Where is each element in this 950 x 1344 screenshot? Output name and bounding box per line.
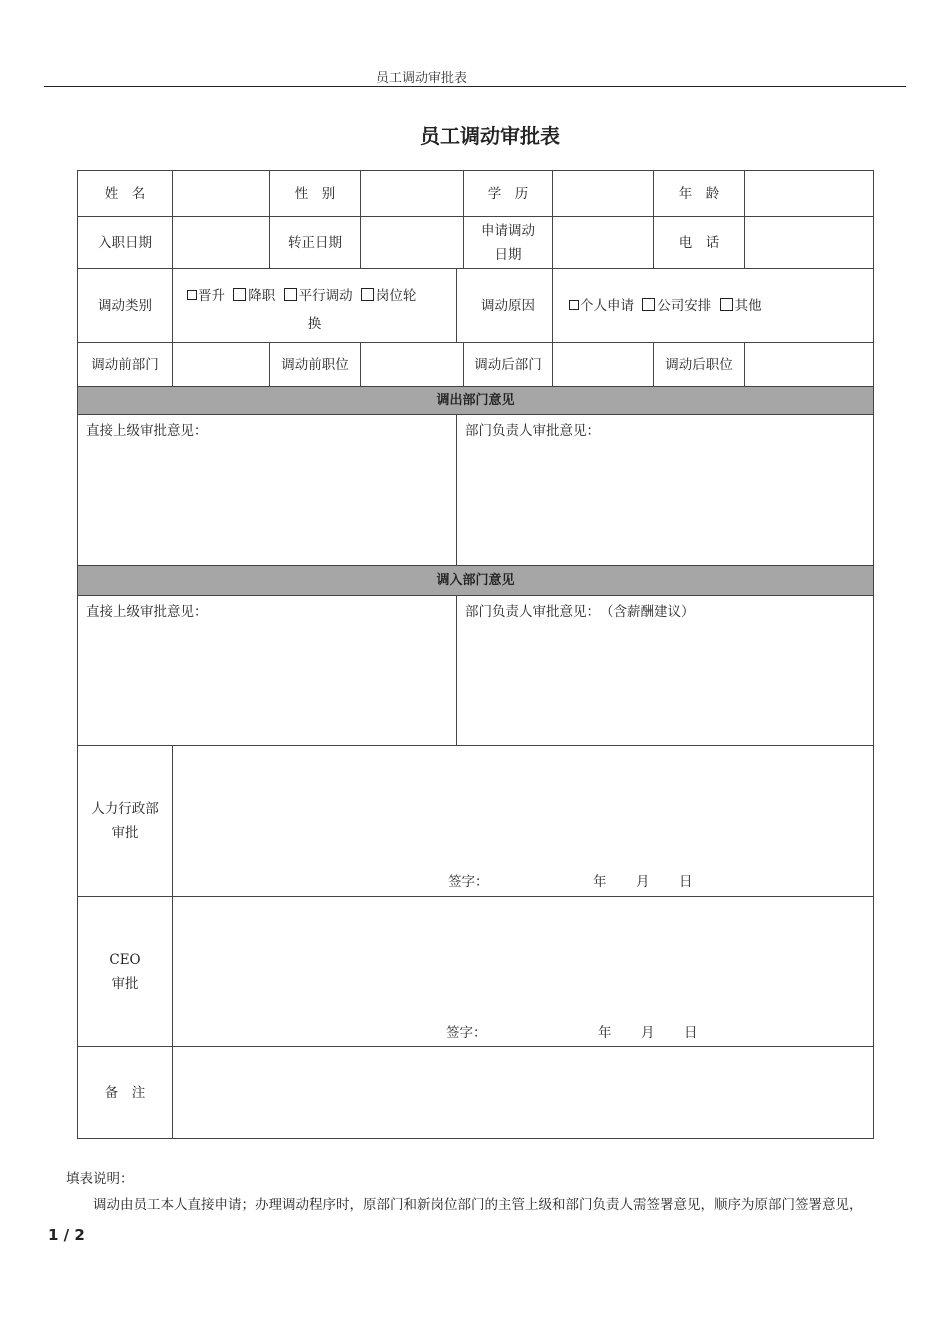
page-title: 员工调动审批表 <box>420 124 560 148</box>
ceo-approval-label <box>78 897 173 1047</box>
ceo-approval-area[interactable] <box>173 897 874 1047</box>
option-rotation-wrap: 换 <box>307 315 322 332</box>
hr-approval-area[interactable] <box>173 746 874 897</box>
checkbox-lateral[interactable] <box>284 288 297 301</box>
hr-approval-label <box>78 746 173 897</box>
dept-after-field[interactable] <box>553 343 654 387</box>
dept-before-field[interactable] <box>173 343 270 387</box>
hr-approval-row <box>78 746 874 897</box>
page-number: 1 / 2 <box>48 1226 85 1244</box>
apply-date-label <box>464 217 553 269</box>
regular-date-label: 转正日期 <box>270 217 361 269</box>
ceo-label-line1: CEO <box>109 951 141 968</box>
phone-label: 电 话 <box>654 217 745 269</box>
name-label: 姓 名 <box>78 171 173 217</box>
gender-label: 性 别 <box>270 171 361 217</box>
checkbox-personal[interactable] <box>569 300 579 310</box>
apply-date-field[interactable] <box>553 217 654 269</box>
position-before-label: 调动前职位 <box>270 343 361 387</box>
ceo-year: 年 <box>598 1025 612 1041</box>
checkbox-company[interactable] <box>642 298 655 311</box>
ceo-label-line2: 审批 <box>111 975 139 992</box>
transfer-type-options <box>173 269 457 343</box>
ceo-day: 日 <box>684 1025 698 1041</box>
dates-row <box>78 217 874 269</box>
dept-before-label: 调动前部门 <box>78 343 173 387</box>
in-section-header <box>78 566 874 596</box>
remarks-field[interactable] <box>173 1047 874 1139</box>
ceo-sign-label: 签字： <box>446 1025 487 1041</box>
out-head-opinion[interactable]: 部门负责人审批意见： <box>457 415 874 566</box>
age-label: 年 龄 <box>654 171 745 217</box>
option-other: 其他 <box>734 297 762 314</box>
hire-date-label: 入职日期 <box>78 217 173 269</box>
education-field[interactable] <box>553 171 654 217</box>
hire-date-field[interactable] <box>173 217 270 269</box>
option-promotion: 晋升 <box>198 287 225 304</box>
hr-month: 月 <box>636 874 650 890</box>
hr-label-line1: 人力行政部 <box>91 801 159 817</box>
department-row <box>78 343 874 387</box>
position-after-field[interactable] <box>745 343 874 387</box>
in-supervisor-opinion[interactable]: 直接上级审批意见： <box>78 596 457 746</box>
notes-label: 填表说明： <box>66 1171 134 1187</box>
regular-date-field[interactable] <box>361 217 464 269</box>
hr-sign-label: 签字： <box>448 874 489 890</box>
gender-field[interactable] <box>361 171 464 217</box>
transfer-form-table <box>77 170 874 1139</box>
in-opinion-row <box>78 596 874 746</box>
hr-day: 日 <box>679 874 693 890</box>
option-rotation: 岗位轮 <box>375 287 417 304</box>
transfer-type-row <box>78 269 874 343</box>
ceo-approval-row <box>78 897 874 1047</box>
in-head-opinion[interactable]: 部门负责人审批意见： （含薪酬建议） <box>457 596 874 746</box>
header-divider <box>44 86 906 87</box>
checkbox-promotion[interactable] <box>187 290 197 300</box>
reason-options <box>553 269 874 343</box>
apply-date-label-line1: 申请调动 <box>481 222 535 239</box>
out-section-title: 调出部门意见 <box>78 387 874 415</box>
option-company: 公司安排 <box>657 297 712 314</box>
hr-year: 年 <box>593 874 607 890</box>
position-before-field[interactable] <box>361 343 464 387</box>
checkbox-rotation[interactable] <box>361 288 374 301</box>
option-lateral: 平行调动 <box>298 287 353 304</box>
remarks-label: 备 注 <box>78 1047 173 1139</box>
ceo-month: 月 <box>641 1025 655 1041</box>
phone-field[interactable] <box>745 217 874 269</box>
remarks-row <box>78 1047 874 1139</box>
hr-label-line2: 审批 <box>111 825 139 841</box>
out-supervisor-opinion[interactable]: 直接上级审批意见： <box>78 415 457 566</box>
running-header: 员工调动审批表 <box>376 71 468 86</box>
checkbox-other[interactable] <box>720 298 733 311</box>
transfer-type-label: 调动类别 <box>78 269 173 343</box>
notes-text: 调动由员工本人直接申请；办理调动程序时，原部门和新岗位部门的主管上级和部门负责人需签署意见，顺序为原部门签署意见， <box>93 1197 863 1213</box>
option-demotion: 降职 <box>248 287 276 304</box>
education-label: 学 历 <box>464 171 553 217</box>
checkbox-demotion[interactable] <box>233 288 246 301</box>
option-personal: 个人申请 <box>580 297 634 314</box>
in-section-title: 调入部门意见 <box>78 566 874 596</box>
age-field[interactable] <box>745 171 874 217</box>
reason-label: 调动原因 <box>457 269 553 343</box>
apply-date-label-line2: 日期 <box>494 246 522 263</box>
dept-after-label: 调动后部门 <box>464 343 553 387</box>
name-field[interactable] <box>173 171 270 217</box>
out-section-header <box>78 387 874 415</box>
basic-info-row <box>78 171 874 217</box>
position-after-label: 调动后职位 <box>654 343 745 387</box>
out-opinion-row <box>78 415 874 566</box>
